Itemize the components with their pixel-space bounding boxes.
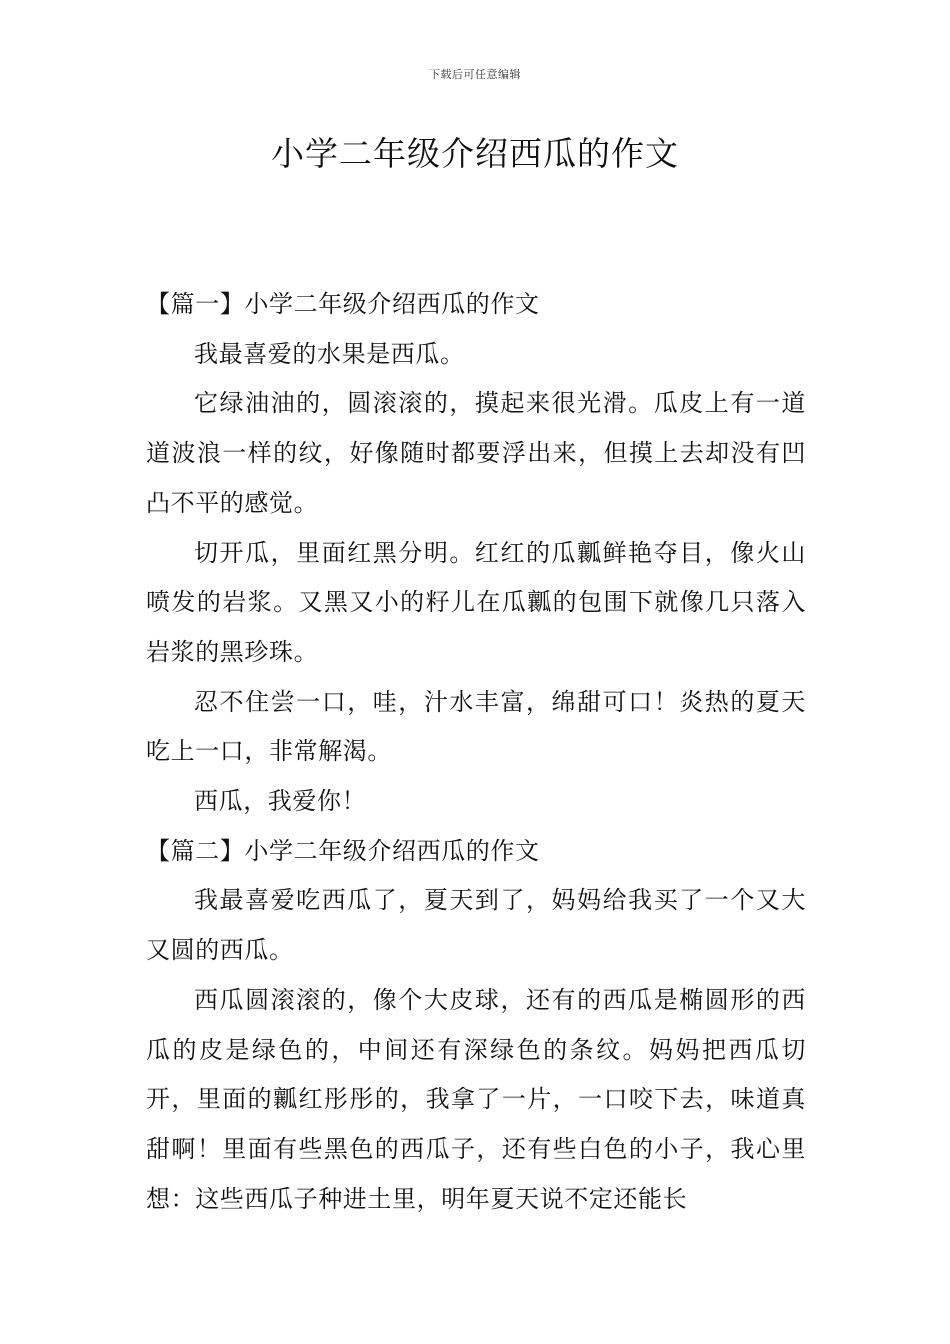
paragraph: 切开瓜，里面红黑分明。红红的瓜瓤鲜艳夺目，像火山喷发的岩浆。又黑又小的籽儿在瓜瓤的包围下就像几只落入岩浆的黑珍珠。 [146,538,806,666]
document-title: 小学二年级介绍西瓜的作文 [271,134,679,173]
paragraph: 我最喜爱的水果是西瓜。 [194,339,465,368]
paragraph: 我最喜爱吃西瓜了，夏天到了，妈妈给我买了一个又大又圆的西瓜。 [146,886,806,965]
section-heading-2: 【篇二】小学二年级介绍西瓜的作文 [146,836,540,865]
section-heading-1: 【篇一】小学二年级介绍西瓜的作文 [146,290,540,318]
header-note: 下载后可任意编辑 [429,68,521,81]
paragraph: 西瓜圆滚滚的，像个大皮球，还有的西瓜是椭圆形的西瓜的皮是绿色的，中间还有深绿色的条纹。妈妈把西瓜切开，里面的瓤红彤彤的，我拿了一片，一口咬下去，味道真甜啊！里面有些黑色的西瓜子，还有些白色的小子，我心里想：这些西瓜子种进土里，明年夏天说不定还能长 [146,985,806,1213]
paragraph: 忍不住尝一口，哇，汁水丰富，绵甜可口！炎热的夏天吃上一口，非常解渴。 [146,687,806,766]
document-body [146,280,806,1224]
paragraph: 它绿油油的，圆滚滚的，摸起来很光滑。瓜皮上有一道道波浪一样的纹，好像随时都要浮出来，但摸上去却没有凹凸不平的感觉。 [146,389,806,517]
paragraph: 西瓜，我爱你！ [194,787,367,816]
